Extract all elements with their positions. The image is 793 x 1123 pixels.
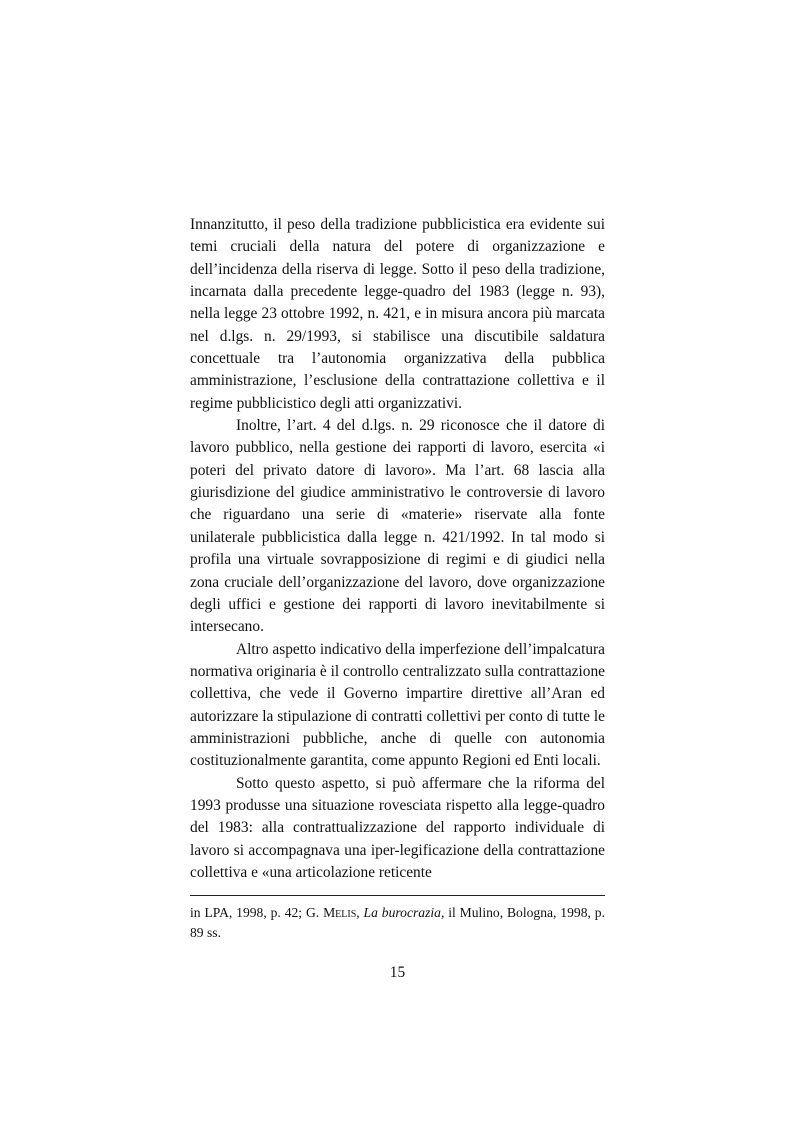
paragraph-4: Sotto questo aspetto, si può affermare che la riforma del 1993 produsse una situazione rovesciata rispetto alla legge-quadro del 1983: alla contrattualizzazione del rapporto individuale di lavoro si accompagnava una iper-legificazione della contrattazione collettiva e «una articolazione reticente [190, 774, 605, 881]
footnote-author: Melis [323, 905, 357, 920]
paragraph-3: Altro aspetto indicativo della imperfezione dell’impalcatura normativa originaria è il controllo centralizzato sulla contrattazione collettiva, che vede il Governo impartire direttive all’Aran ed autorizzare la stipulazione di contratti collettivi per conto di tutte le amministrazioni pubbliche, anche di quelle con autonomia costituzionalmente garantita, come appunto Regioni ed Enti locali. [190, 640, 605, 770]
footnote-separator [190, 895, 605, 896]
paragraph-2: Inoltre, l’art. 4 del d.lgs. n. 29 riconosce che il datore di lavoro pubblico, nella gestione dei rapporti di lavoro, esercita «i poteri del privato datore di lavoro». Ma l’art. 68 lascia alla giurisdizione del giudice amministrativo le controversie di lavoro che riguardano una serie di «materie» riservate alla fonte unilaterale pubblicistica dalla legge n. 421/1992. In tal modo si profila una virtuale sovrapposizione di regimi e di giudici nella zona cruciale dell’organizzazione del lavoro, dove organizzazione degli uffici e gestione dei rapporti di lavoro inevitabilmente si intersecano. [190, 417, 605, 636]
page-number: 15 [389, 964, 406, 981]
footnote-text-1: in LPA, 1998, p. 42; G. [190, 905, 324, 920]
footnote [190, 903, 605, 942]
paragraph-1: Innanzitutto, il peso della tradizione pubblicistica era evidente sui temi cruciali della natura del potere di organizzazione e dell’incidenza della riserva di legge. Sotto il peso della tradizione, incarnata dalla precedente legge-quadro del 1983 (legge n. 93), nella legge 23 ottobre 1992, n. 421, e in misura ancora più marcata nel d.lgs. n. 29/1993, si stabilisce una discutibile saldatura concettuale tra l’autonomia organizzativa della pubblica amministrazione, l’esclusione della contrattazione collettiva e il regime pubblicistico degli atti organizzativi. [190, 216, 605, 412]
footnote-title: La burocrazia, [363, 905, 445, 920]
footnote-text-3: il Mulino, Bologna, 1998, p. 89 ss. [190, 905, 605, 940]
body-text [190, 214, 605, 884]
footnote-text-2: , [356, 905, 364, 920]
